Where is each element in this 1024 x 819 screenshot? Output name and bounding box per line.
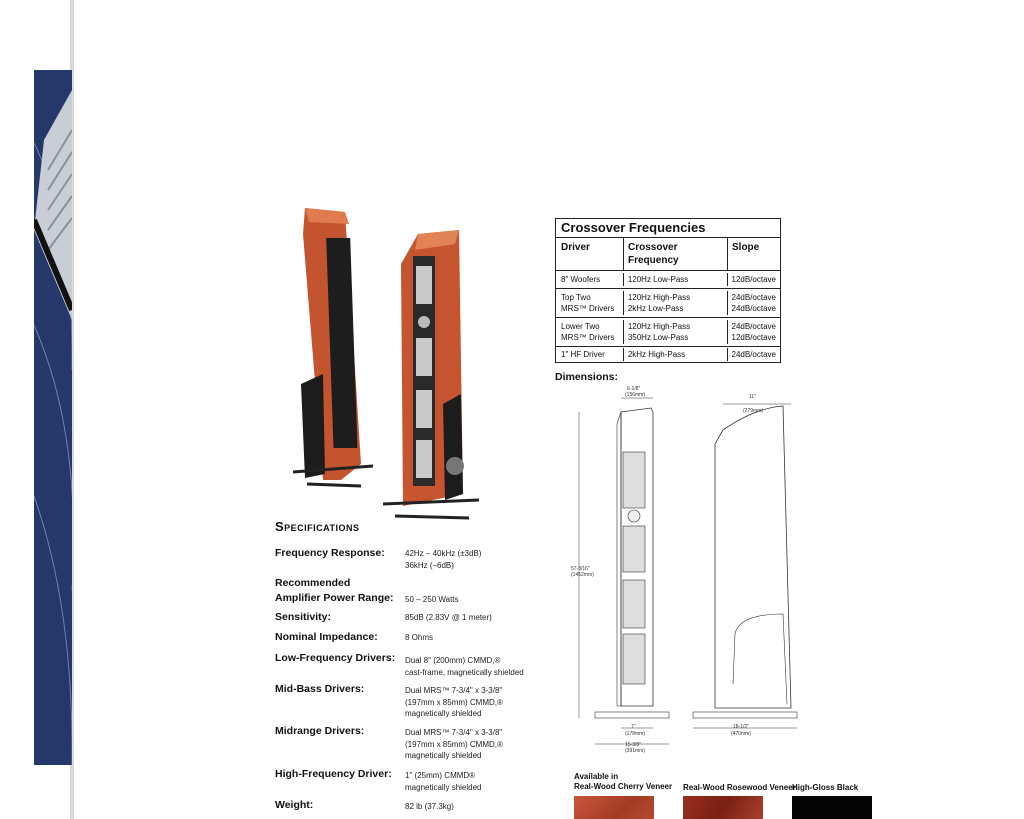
dim-base-depth-mm: (470mm) [731,731,752,737]
spec-value-nominal-impedance: 8 Ohms [405,633,434,642]
cell-slope: 24dB/octave [731,350,776,359]
dim-top-width-mm: (156mm) [625,392,646,398]
table-row [556,271,780,289]
cell-frequency: 2kHz High-Pass [624,348,728,361]
crossover-title: Crossover Frequencies [556,219,780,238]
table-row [556,347,780,362]
crossover-table [555,218,781,363]
spec-value-low-frequency-drivers: Dual 8" (200mm) CMMD,® cast-frame, magnetically shielded [405,656,524,677]
cherry-swatch [574,796,654,819]
dim-base-width: 15-3/8" [625,742,641,748]
dim-depth-mm: (279mm) [743,408,764,414]
table-row [556,289,780,318]
spec-label-high-frequency-driver: High-Frequency Driver: [275,768,392,780]
finish-cherry-label: Available in Real-Wood Cherry Veneer [574,772,673,791]
specifications-heading: Specifications [275,519,360,534]
cell-driver: 8" Woofers [556,273,624,286]
dim-top-width: 6-1/8" [627,386,641,392]
spec-label-mid-bass-drivers: Mid-Bass Drivers: [275,683,365,695]
finish-black-label: High-Gloss Black [792,783,859,792]
dim-front-inner: 7" [631,724,636,730]
spec-label-nominal-impedance: Nominal Impedance: [275,631,378,643]
spec-label-sensitivity: Sensitivity: [275,611,332,623]
dim-height: 57-3/16" [571,566,590,572]
dim-depth: 11" [749,394,756,400]
column-header-slope: Slope [732,242,760,253]
cell-slope: 24dB/octave 12dB/octave [731,322,776,342]
dim-base-width-mm: (391mm) [625,748,646,754]
dim-front-inner-mm: (178mm) [625,731,646,737]
spec-value-high-frequency-driver: 1" (25mm) CMMD® magnetically shielded [405,771,482,792]
dim-base-depth: 18-1/2" [733,724,749,730]
spec-value-mid-bass-drivers: Dual MRS™ 7-3/4" x 3-3/8" (197mm x 85mm) CMMD,® magnetically shielded [405,686,503,718]
spec-value-weight: 82 lb (37.3kg) [405,802,454,811]
spec-value-amplifier-power: 50 – 250 Watts [405,595,459,604]
table-row [556,318,780,347]
crossover-header-row [556,238,780,271]
dim-height-mm: (1452mm) [571,572,594,578]
left-decorative-strip [0,0,74,819]
column-header-driver: Driver [556,238,624,270]
cell-frequency: 120Hz High-Pass 2kHz Low-Pass [624,291,728,315]
spec-label-low-frequency-drivers: Low-Frequency Drivers: [275,652,396,664]
cell-driver: Top Two MRS™ Drivers [556,291,624,315]
cover-image-edge [34,70,72,765]
spec-value-midrange-drivers: Dual MRS™ 7-3/4" x 3-3/8" (197mm x 85mm) CMMD,® magnetically shielded [405,728,503,760]
spec-label-weight: Weight: [275,799,314,811]
speaker-photo [283,204,493,522]
spec-value-sensitivity: 85dB (2.83V @ 1 meter) [405,613,492,622]
cell-driver: 1" HF Driver [556,348,624,361]
cell-driver: Lower Two MRS™ Drivers [556,320,624,344]
cell-frequency: 120Hz High-Pass 350Hz Low-Pass [624,320,728,344]
black-swatch [792,796,872,819]
spec-label-amplifier-power: Recommended Amplifier Power Range: [275,577,394,604]
spec-label-frequency-response: Frequency Response: [275,547,385,559]
spec-value-frequency-response: 42Hz – 40kHz (±3dB) 36kHz (–6dB) [405,549,482,570]
finish-rosewood-label: Real-Wood Rosewood Veneer [683,783,796,792]
cell-slope: 24dB/octave 24dB/octave [731,293,776,313]
cell-frequency: 120Hz Low-Pass [624,273,728,286]
rosewood-swatch [683,796,763,819]
spec-label-midrange-drivers: Midrange Drivers: [275,725,365,737]
cell-slope: 12dB/octave [731,275,776,284]
column-header-crossover-frequency: Crossover Frequency [624,238,728,270]
dimensions-drawing [555,384,815,764]
dimensions-heading: Dimensions: [555,371,619,383]
